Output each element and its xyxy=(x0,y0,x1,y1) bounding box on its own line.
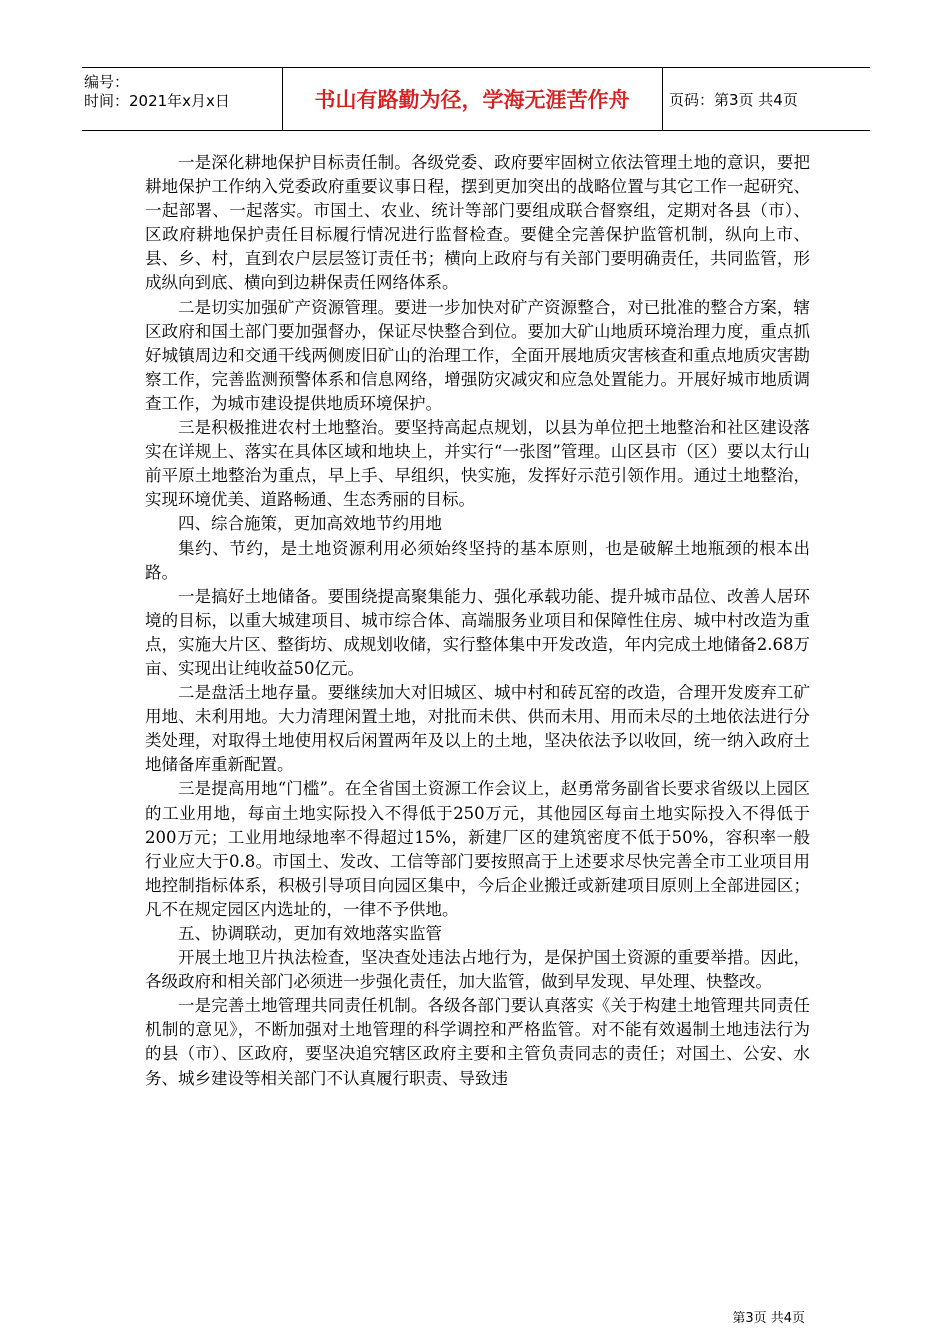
paragraph: 三是积极推进农村土地整治。要坚持高起点规划，以县为单位把土地整治和社区建设落实在详规上、落实在具体区域和地块上，并实行“一张图”管理。山区县市（区）要以太行山前平原土地整治为重点，早上手、早组织，快实施，发挥好示范引领作用。通过土地整治，实现环境优美、道路畅通、生态秀丽的目标。 xyxy=(145,418,810,510)
paragraph: 二是切实加强矿产资源管理。要进一步加快对矿产资源整合，对已批准的整合方案，辖区政府和国土部门要加强督办，保证尽快整合到位。要加大矿山地质环境治理力度，重点抓好城镇周边和交通干线两侧废旧矿山的治理工作，全面开展地质灾害核查和重点地质灾害勘察工作，完善监测预警体系和信息网络，增强防灾减灾和应急处置能力。开展好城市地质调查工作，为城市建设提供地质环境保护。 xyxy=(145,297,810,413)
paragraph: 集约、节约，是土地资源利用必须始终坚持的基本原则，也是破解土地瓶颈的根本出路。 xyxy=(145,538,810,582)
paragraph: 二是盘活土地存量。要继续加大对旧城区、城中村和砖瓦窑的改造，合理开发废弃工矿用地、未利用地。大力清理闲置土地，对批而未供、供而未用、用而未尽的土地依法进行分类处理，对取得土地使用权后闲置两年及以上的土地，坚决依法予以收回，统一纳入政府土地储备库重新配置。 xyxy=(145,683,810,775)
paragraph: 一是深化耕地保护目标责任制。各级党委、政府要牢固树立依法管理土地的意识，要把耕地保护工作纳入党委政府重要议事日程，摆到更加突出的战略位置与其它工作一起研究、一起部署、一起落实。市国土、农业、统计等部门要组成联合督察组，定期对各县（市）、区政府耕地保护责任目标履行情况进行监督检查。要健全完善保护监管机制，纵向上市、县、乡、村，直到农户层层签订责任书；横向上政府与有关部门要明确责任，共同监管，形成纵向到底、横向到边耕保责任网络体系。 xyxy=(145,153,810,293)
number-label: 编号： xyxy=(84,73,130,91)
paragraph: 开展土地卫片执法检查，坚决查处违法占地行为，是保护国土资源的重要举措。因此，各级政府和相关部门必须进一步强化责任，加大监管，做到早发现、早处理、快整改。 xyxy=(145,948,810,992)
header-motto: 书山有路勤为径，学海无涯苦作舟 xyxy=(282,68,663,130)
paragraph: 一是完善土地管理共同责任机制。各级各部门要认真落实《关于构建土地管理共同责任机制的意见》，不断加强对土地管理的科学调控和严格监管。对不能有效遏制土地违法行为的县（市）、区政府，要坚决追究辖区政府主要和主管负责同志的责任；对国土、公安、水务、城乡建设等相关部门不认真履行职责、导致违 xyxy=(145,996,810,1088)
document-body xyxy=(145,151,810,1091)
paragraph: 一是搞好土地储备。要围绕提高聚集能力、强化承载功能、提升城市品位、改善人居环境的目标，以重大城建项目、城市综合体、高端服务业项目和保障性住房、城中村改造为重点，实施大片区、整街坊、成规划收储，实行整体集中开发改造，年内完成土地储备2.68万亩、实现出让纯收益50亿元。 xyxy=(145,586,810,678)
time-label: 时间：2021年x月x日 xyxy=(84,92,230,110)
page-header xyxy=(82,67,870,131)
section-heading: 五、协调联动，更加有效地落实监管 xyxy=(178,924,442,943)
section-heading: 四、综合施策，更加高效地节约用地 xyxy=(178,514,442,534)
paragraph: 三是提高用地“门槛”。在全省国土资源工作会议上，赵勇常务副省长要求省级以上园区的工业用地，每亩土地实际投入不得低于250万元，其他园区每亩土地实际投入不得低于200万元；工业用地绿地率不得超过15%，新建厂区的建筑密度不低于50%，容积率一般行业应大于0.8。市国土、发改、工信等部门要按照高于上述要求尽快完善全市工业项目用地控制指标体系，积极引导项目向园区集中，今后企业搬迁或新建项目原则上全部进园区；凡不在规定园区内选址的，一律不予供地。 xyxy=(145,779,810,919)
page-footer: 第3页 共4页 xyxy=(732,1311,805,1326)
header-page-label: 页码：第3页 共4页 xyxy=(669,90,798,109)
header-meta xyxy=(82,68,283,130)
